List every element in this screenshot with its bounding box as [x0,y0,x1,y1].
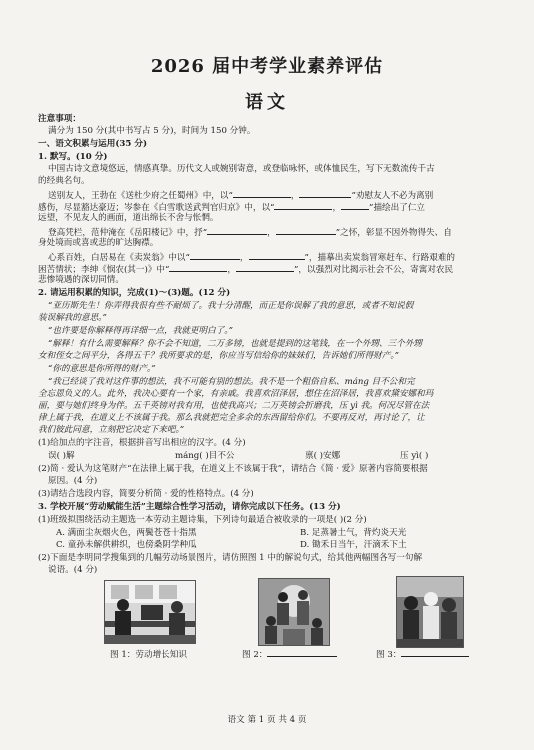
q2-subquestion: (2)简 · 爱认为这笔财产“在法律上属于我，在道义上不该属于我”，请结合《简 · 爱》原著内容简要根据 [38,464,428,474]
q1-fill-line: 送别友人，王勃在《送杜少府之任蜀州》中，以“ ， ”劝慰友人不必为离别 [48,191,434,201]
option-c[interactable]: C. 童孙未解供耕织，也傍桑阴学种瓜 [56,540,197,550]
answer-blank[interactable] [267,648,337,657]
q2-subquestion: (3)请结合选段内容，简要分析简 · 爱的性格特点。(4 分) [38,489,254,499]
answer-blank[interactable] [274,201,332,210]
answer-blank[interactable] [233,189,291,198]
q2-pinyin-item[interactable]: 压 yì( ) [400,451,429,461]
q1-text: 困苦情状；李绅《悯农(其一)》中“ [38,265,170,275]
exam-subject: 语文 [245,92,289,113]
q2-pinyin-item[interactable]: 误( )解 [48,451,75,461]
notes-line: 满分为 150 分(其中书写占 5 分)，时间为 150 分钟。 [48,126,256,136]
passage-line: 全忘恩负义的人。此外，我决心要有一个家，有亲戚。我喜欢沼泽居，想住在沼泽居，我喜欢黛安娜和玛 [38,389,434,399]
q1-fill-line: 困苦情状；李绅《悯农(其一)》中“ ， ”，以强烈对比揭示社会不公，寄寓对农民 [38,265,454,275]
q1-text: ”之怀，彰显不因外物得失、自 [335,228,452,238]
passage-line: “解释！有什么需要解释？你不会不知道，二万多镑，也就是提到的这笔钱，在一个外甥、三个外甥 [48,339,422,349]
passage-line: “也许要是你解释得再详细一点，我就更明白了。” [48,326,233,336]
q1-fill-line: 心系百姓，白居易在《卖炭翁》中以“ ， ”，描摹出卖炭翁冒寒赶车、行路艰难的 [48,253,456,263]
q1-text: 送别友人，王勃在《送杜少府之任蜀州》中，以“ [48,191,233,201]
labor-scene-illustration [259,579,329,645]
q2-pinyin-item[interactable]: máng( )目不公 [175,451,235,461]
q3-subquestion: 说语。(4 分) [48,565,98,575]
q1-text: ”，以强烈对比揭示社会不公，寄寓对农民 [294,265,454,275]
option-a[interactable]: A. 满面尘灰烟火色，两鬓苍苍十指黑 [56,528,197,538]
answer-blank[interactable] [236,263,294,272]
notes-heading: 注意事项： [38,114,81,124]
labor-scene-illustration [105,581,195,643]
figure-1-caption: 图 1：劳动增长知识 [110,650,187,660]
q2-pinyin-item[interactable]: 禀( )安娜 [305,451,341,461]
q1-heading: 1. 默写。(10 分) [38,152,108,162]
passage-line: “你的意思是你所得的财产。” [48,364,156,374]
figure-2-caption [242,648,337,660]
answer-blank[interactable] [249,251,305,260]
answer-blank[interactable] [190,251,240,260]
passage-line: 我们彼此同意，立刻把它决定下来吧。” [38,425,185,435]
answer-blank[interactable] [401,648,469,657]
passage-line: 装误解我的意思。” [38,313,107,323]
q1-fill-line: 登高凭栏，范仲淹在《岳阳楼记》中，抒“ ， ”之怀，彰显不因外物得失、自 [48,228,452,238]
answer-blank[interactable] [276,226,336,235]
answer-blank[interactable] [299,189,351,198]
q1-text: 感伤，尽显豁达豪迈；岑参在《白雪歌送武判官归京》中，以“ [38,203,275,213]
q3-subquestion: (2)下面是李明同学搜集到的几幅劳动场景图片，请仿照图 1 中的解说句式，给其他两幅图各写一句解 [38,553,423,563]
q1-text: ”劝慰友人不必为离别 [351,191,434,201]
answer-blank[interactable] [169,263,227,272]
labor-scene-illustration [397,577,463,647]
figure-1-image [104,580,196,644]
q1-text-line: 悲惨境遇的深切同情。 [38,275,124,285]
option-b[interactable]: B. 足蒸暑土气，背灼炎天光 [300,528,407,538]
q2-subquestion: 原因。(4 分) [48,476,98,486]
q2-heading: 2. 请运用积累的知识，完成(1)～(3)题。(12 分) [38,288,231,298]
q1-intro-line: 中国古诗文意境悠远，情感真挚。历代文人或婉别寄意，或登临咏怀，或体恤民生，写下无数流传千古 [48,164,435,174]
passage-line: 律上属于我，在道义上不该属于我。那么我就把完全多余的东西留给你们。不要再反对，再讨论了，让 [38,413,425,423]
q1-text: 心系百姓，白居易在《卖炭翁》中以“ [48,253,190,263]
page-footer: 语文 第 1 页 共 4 页 [227,715,307,725]
q1-text: ”描绘出了仁立 [369,203,426,213]
passage-line: “亚历斯先生！你弄得我很有些不耐烦了。我十分清醒，而正是你误解了我的意思，或者不知说假 [48,301,414,311]
q1-intro-line: 的经典名句。 [38,176,90,186]
answer-blank[interactable] [341,201,369,210]
caption-label: 图 3： [376,650,402,660]
q1-fill-line: 感伤，尽显豁达豪迈；岑参在《白雪歌送武判官归京》中，以“ ， ”描绘出了仁立 [38,203,426,213]
q3-heading: 3. 学校开展“劳动赋能生活”主题综合性学习活动，请你完成以下任务。(13 分) [38,502,341,512]
figure-3-image [396,576,464,648]
q1-text-line: 身处境而或喜或悲的旷达胸襟。 [38,238,159,248]
q3-subquestion: (1)班级拟围绕活动主题选一本劳动主题诗集，下列诗句最适合被收录的一项是( )(2 分) [38,515,367,525]
q1-text-line: 远望，不见友人的画面，道出绵长不舍与怅惘。 [38,213,219,223]
caption-label: 图 2： [242,650,268,660]
q1-text: 登高凭栏，范仲淹在《岳阳楼记》中，抒“ [48,228,208,238]
passage-line: 女和侄女之间平分，各得五千？我所要求的是，你应当写信给你的妹妹们，告诉她们所得财产。” [38,351,400,361]
option-d[interactable]: D. 锄禾日当午，汗滴禾下土 [300,540,407,550]
section-heading: 一、语文积累与运用(35 分) [38,139,148,149]
figure-2-image [258,578,330,646]
passage-line: 丽，要与她们终身为伴。五千英镑对我有用，也使我高兴；二万英镑会折磨我，压 yì 我。何况尽管在法 [38,401,430,411]
figure-3-caption [376,648,469,660]
q2-subquestion: (1)给加点的字注音，根据拼音写出相应的汉字。(4 分) [38,438,246,448]
q1-text: ”，描摹出卖炭翁冒寒赶车、行路艰难的 [304,253,456,263]
passage-line: “我已经谈了我对这件事的想法，我不可能有别的想法。我不是一个粗俗自私、máng 目不公和完 [48,377,415,387]
exam-title: 2026 届中考学业素养评估 [150,56,384,77]
answer-blank[interactable] [207,226,267,235]
